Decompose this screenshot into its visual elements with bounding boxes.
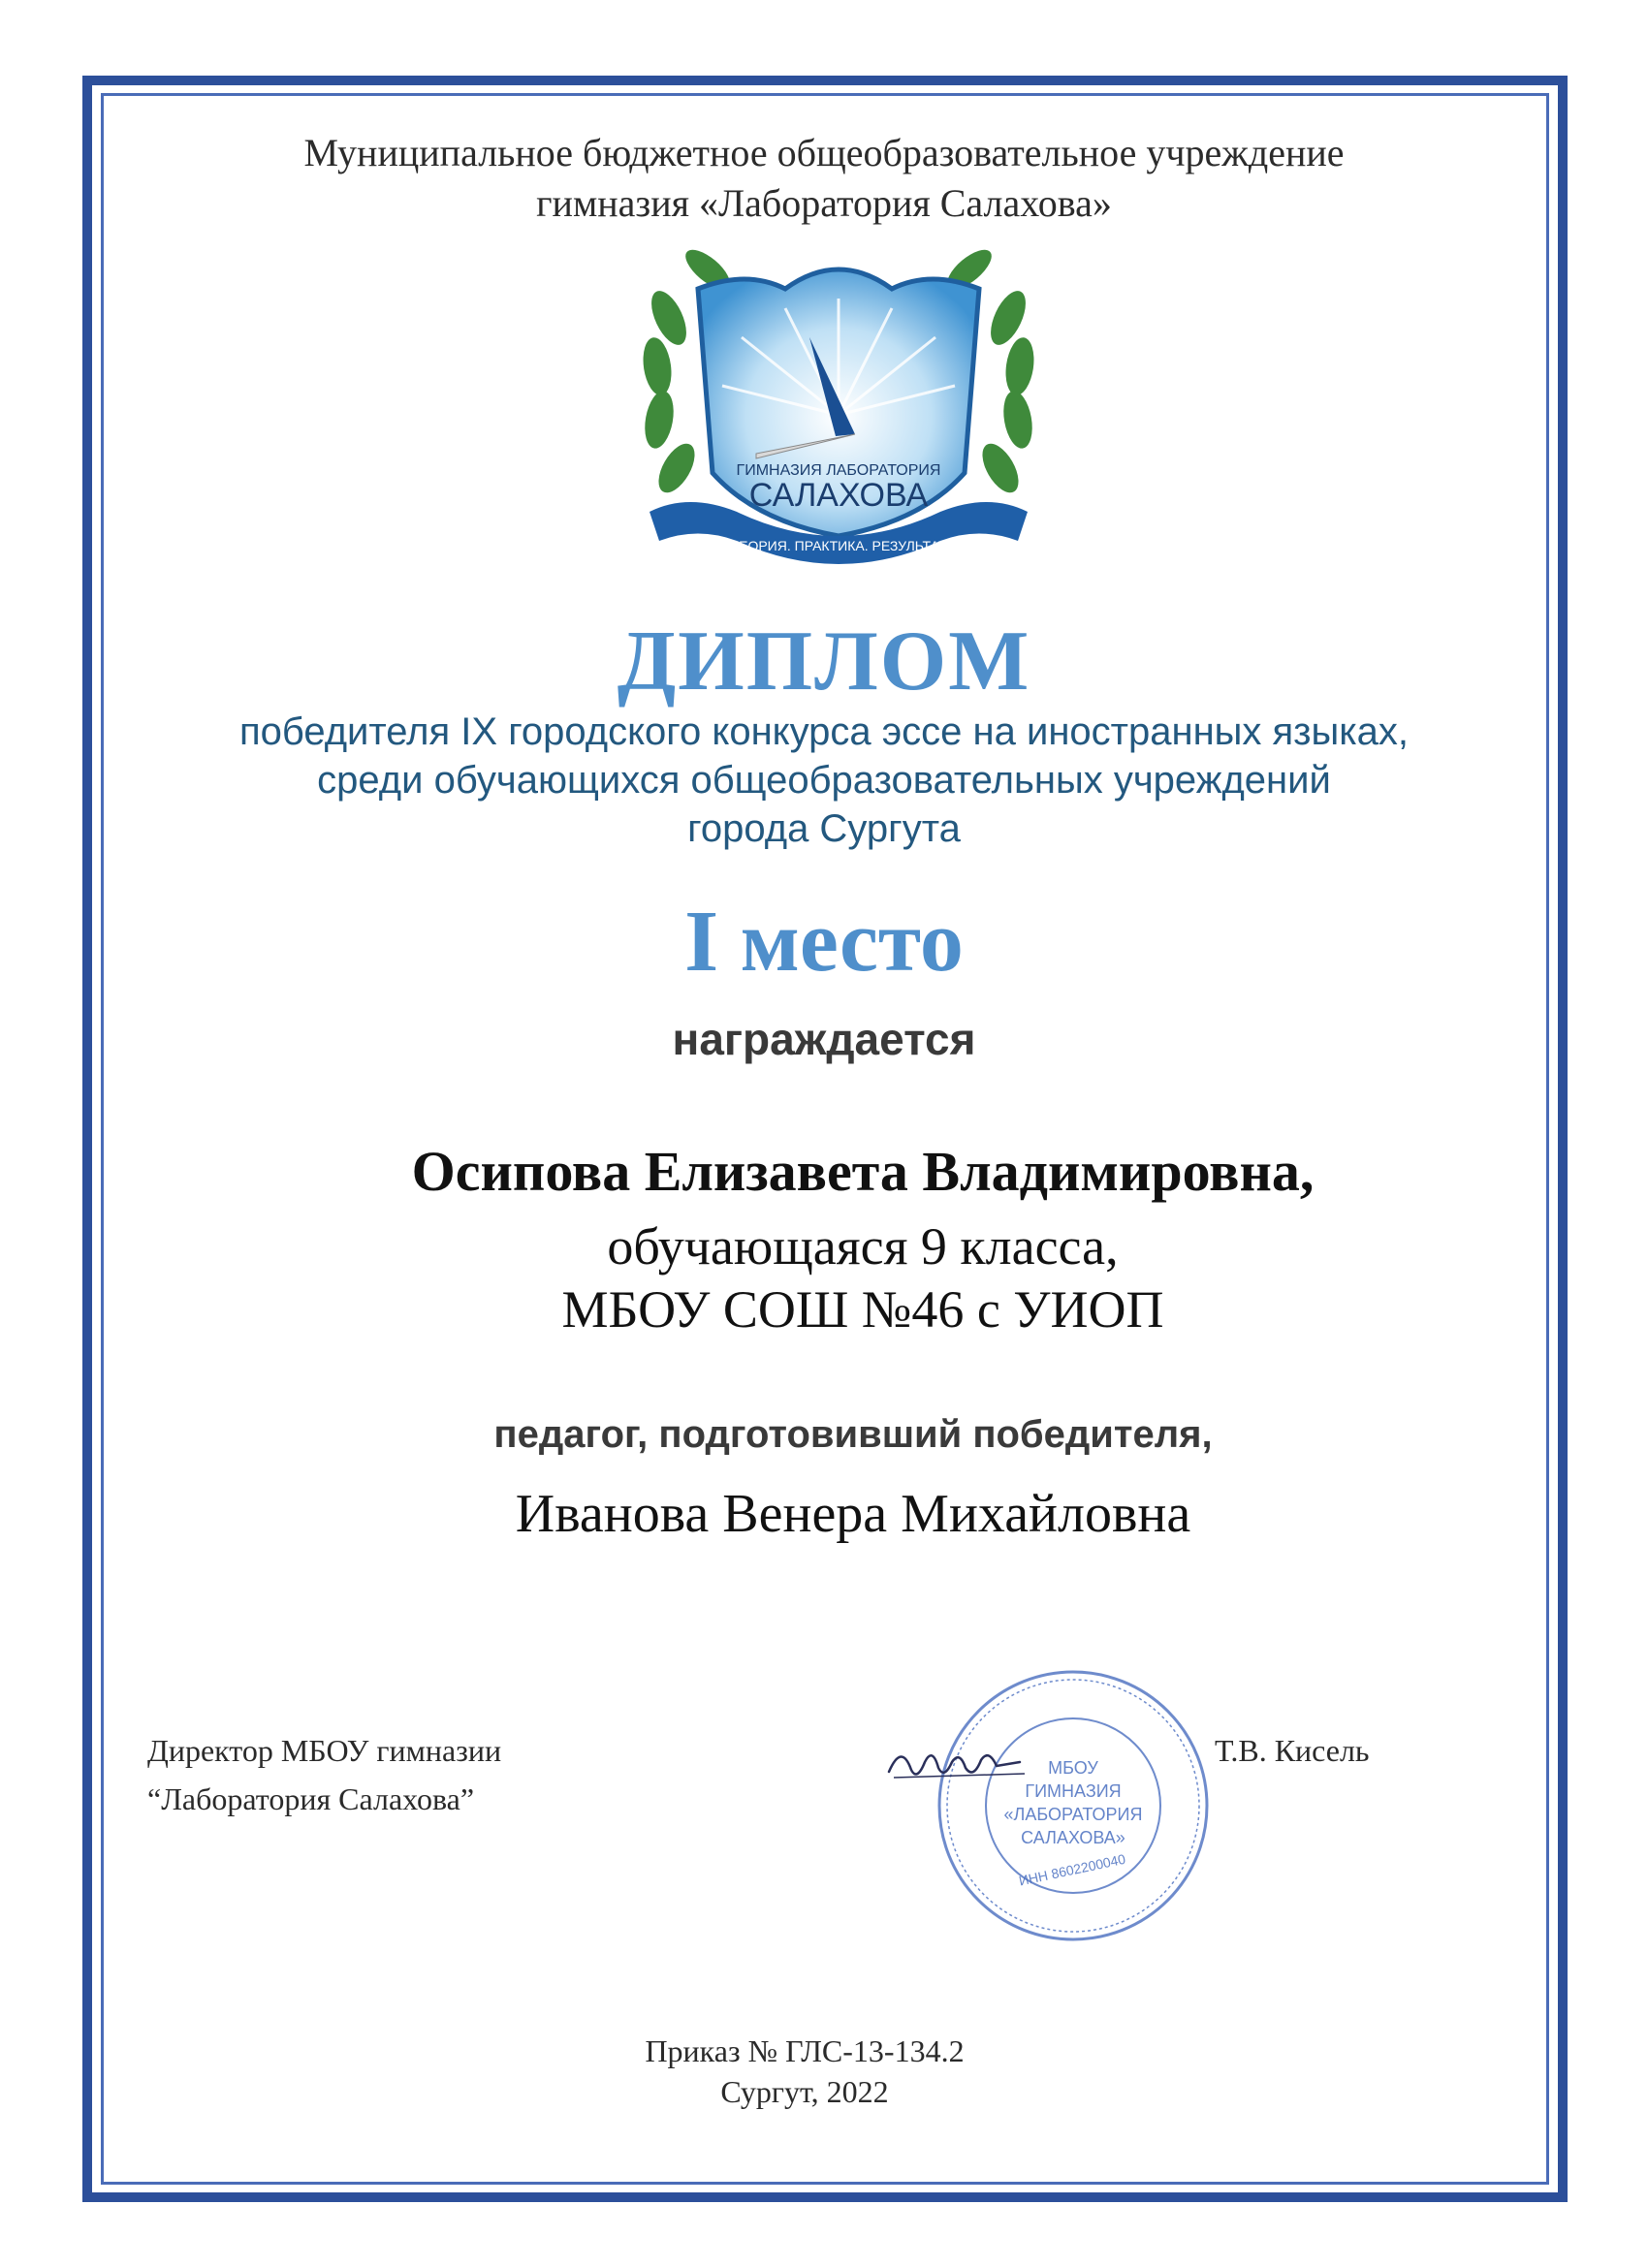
institution-line-1: Муниципальное бюджетное общеобразовательное учреждение: [303, 131, 1345, 174]
stamp-line-3: «ЛАБОРАТОРИЯ: [1003, 1805, 1143, 1824]
place-title: I место: [684, 894, 964, 990]
director-position-line-1: Директор МБОУ гимназии: [147, 1733, 502, 1768]
stamp-line-1: МБОУ: [1048, 1758, 1098, 1778]
stamp-inn: ИНН 8602200040: [1017, 1850, 1127, 1889]
director-signature-icon: [884, 1733, 1030, 1791]
official-stamp: [933, 1665, 1214, 1946]
awarded-label: награждается: [672, 1014, 976, 1064]
teacher-name: Иванова Венера Михайловна: [515, 1484, 1191, 1544]
emblem-motto: ТЕОРИЯ. ПРАКТИКА. РЕЗУЛЬТАТ: [730, 538, 947, 553]
subtitle-line-1: победителя IX городского конкурса эссе на иностранных языках,: [238, 710, 1410, 753]
emblem-top-text: ГИМНАЗИЯ ЛАБОРАТОРИЯ: [736, 462, 941, 479]
recipient-name: Осипова Елизавета Владимировна,: [411, 1140, 1315, 1203]
stamp-line-4: САЛАХОВА»: [1021, 1828, 1125, 1847]
order-number: Приказ № ГЛС-13-134.2: [645, 2033, 965, 2068]
emblem-name: САЛАХОВА: [748, 477, 929, 514]
city-year: Сургут, 2022: [720, 2074, 889, 2109]
institution-line-2: гимназия «Лаборатория Салахова»: [536, 181, 1112, 225]
subtitle-line-2: среди обучающихся общеобразовательных учреждений: [317, 759, 1331, 802]
stamp-line-2: ГИМНАЗИЯ: [1025, 1781, 1122, 1801]
recipient-grade: обучающаяся 9 класса,: [607, 1217, 1119, 1276]
diploma-title: ДИПЛОМ: [617, 614, 1031, 709]
director-position-line-2: “Лаборатория Салахова”: [147, 1781, 475, 1816]
director-name: Т.В. Кисель: [1215, 1733, 1370, 1768]
subtitle-line-3: города Сургута: [687, 807, 961, 850]
recipient-school: МБОУ СОШ №46 с УИОП: [561, 1280, 1164, 1339]
gymnasium-emblem: [630, 231, 1047, 589]
teacher-label: педагог, подготовивший победителя,: [493, 1413, 1213, 1456]
